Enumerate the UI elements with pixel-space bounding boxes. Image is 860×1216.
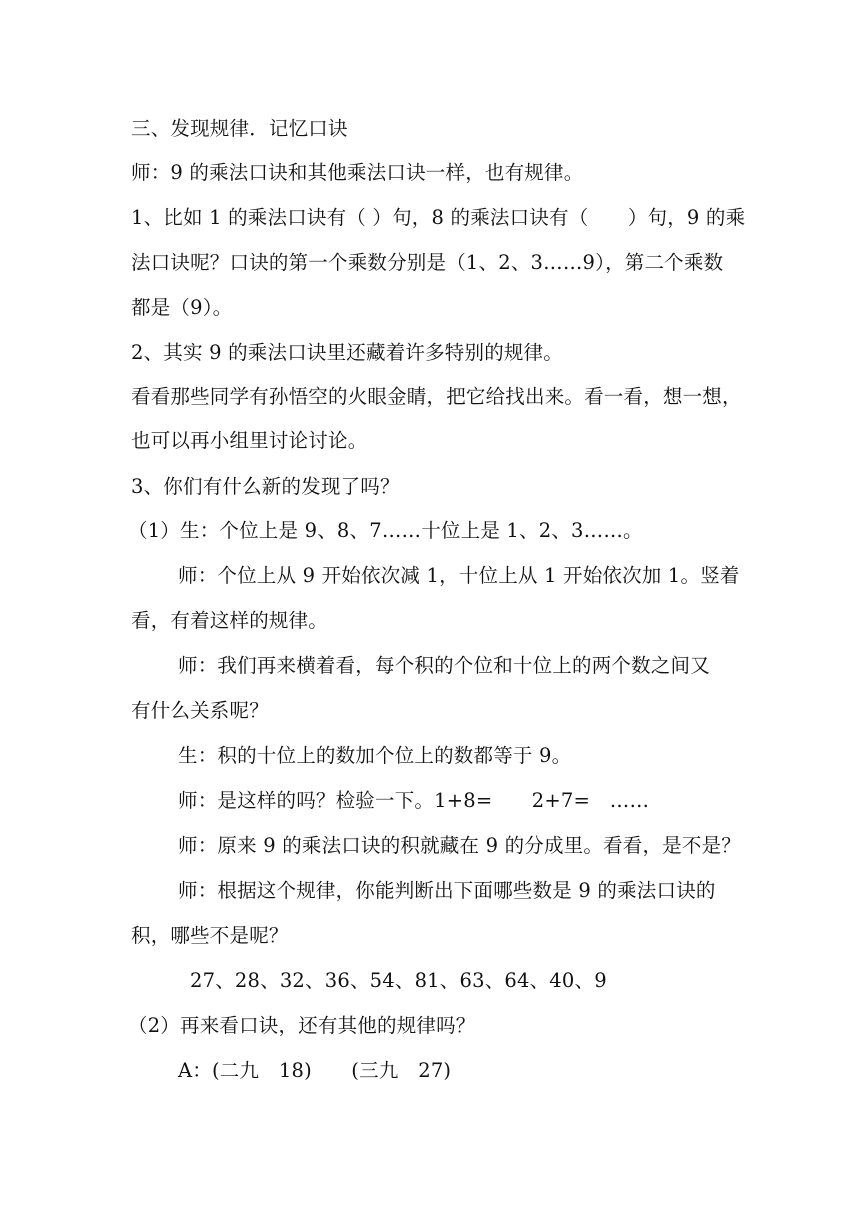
text-line: 师：我们再来横着看，每个积的个位和十位上的两个数之间又 bbox=[178, 654, 710, 677]
text-line: 看，有着这样的规律。 bbox=[131, 609, 329, 632]
text-line: 有什么关系呢？ bbox=[131, 699, 269, 722]
text-line: 法口诀呢？口诀的第一个乘数分别是（1、2、3……9），第二个乘数 bbox=[131, 251, 724, 274]
text-line: 师：9 的乘法口诀和其他乘法口诀一样，也有规律。 bbox=[131, 161, 584, 184]
text-line: 积，哪些不是呢？ bbox=[131, 924, 289, 947]
text-line: 也可以再小组里讨论讨论。 bbox=[131, 429, 368, 452]
text-line: 2、其实 9 的乘法口诀里还藏着许多特别的规律。 bbox=[131, 341, 564, 364]
text-line: 看看那些同学有孙悟空的火眼金睛，把它给找出来。看一看，想一想， bbox=[131, 385, 742, 408]
section-heading: 三、发现规律．记忆口诀 bbox=[131, 117, 348, 140]
text-line: 都是（9）。 bbox=[131, 296, 233, 319]
text-line: A：(二九 18) (三九 27) bbox=[178, 1059, 452, 1082]
text-line: 师：个位上从 9 开始依次减 1，十位上从 1 开始依次加 1。竖着 bbox=[178, 564, 740, 587]
text-line: 1、比如 1 的乘法口诀有（ ）句，8 的乘法口诀有（ ）句，9 的乘 bbox=[131, 206, 746, 229]
text-line: 师：是这样的吗？检验一下。1+8= 2+7= …… bbox=[178, 789, 650, 812]
text-line: （1）生：个位上是 9、8、7……十位上是 1、2、3……。 bbox=[128, 519, 643, 542]
text-line: 师：根据这个规律，你能判断出下面哪些数是 9 的乘法口诀的 bbox=[178, 879, 716, 902]
text-line: 3、你们有什么新的发现了吗？ bbox=[131, 475, 400, 498]
text-line: 师：原来 9 的乘法口诀的积就藏在 9 的分成里。看看，是不是？ bbox=[178, 834, 742, 857]
text-line: （2）再来看口诀，还有其他的规律吗？ bbox=[128, 1014, 476, 1037]
number-list: 27、28、32、36、54、81、63、64、40、9 bbox=[190, 969, 607, 992]
text-line: 生：积的十位上的数加个位上的数都等于 9。 bbox=[178, 744, 572, 767]
